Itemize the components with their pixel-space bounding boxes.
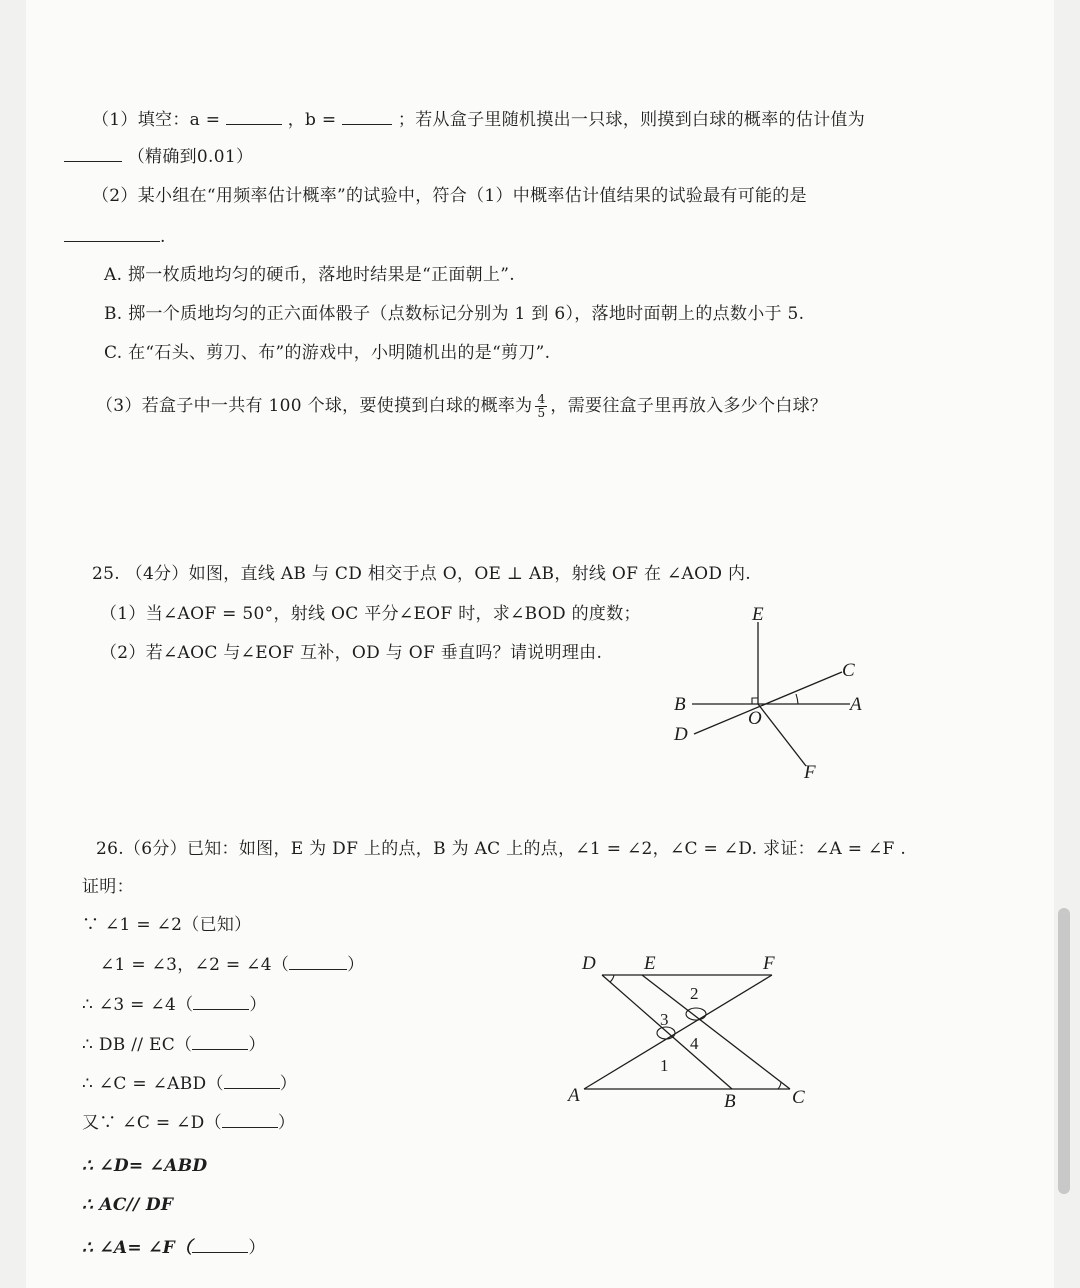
q24-part3-line xyxy=(96,393,827,420)
q26-title: 26.（6分）已知：如图，E 为 DF 上的点，B 为 AC 上的点，∠1 = ∠2，∠C = ∠D. 求证：∠A = ∠F . xyxy=(96,839,907,859)
proof-step-5 xyxy=(82,1072,297,1095)
q24-part2-end: . xyxy=(160,227,166,247)
proof-step-4-text: ∴ DB // EC（ xyxy=(82,1035,193,1055)
q24-option-a: A. 掷一枚质地均匀的硬币，落地时结果是“正面朝上”. xyxy=(104,265,515,285)
vertical-scrollbar[interactable] xyxy=(1058,908,1070,1194)
answer-blank-a[interactable] xyxy=(226,108,282,125)
proof-step-3 xyxy=(82,993,267,1016)
proof-step-2-text: ∠1 = ∠3，∠2 = ∠4（ xyxy=(100,955,290,975)
point-label-d: D xyxy=(674,724,688,745)
point-label-e: E xyxy=(752,604,764,625)
q24-part3-question: ，需要往盒子里再放入多少个白球？ xyxy=(550,396,828,416)
point-label-d: D xyxy=(582,953,596,974)
proof-step-2 xyxy=(100,953,364,976)
proof-step-6-text: 又∵ ∠C = ∠D（ xyxy=(82,1113,222,1133)
point-label-o: O xyxy=(748,708,762,729)
fraction-numerator: 4 xyxy=(537,392,546,406)
proof-step-3-text: ∴ ∠3 = ∠4（ xyxy=(82,995,194,1015)
angle-arc-c xyxy=(778,1082,781,1089)
q24-option-b: B. 掷一个质地均匀的正六面体骰子（点数标记分别为 1 到 6），落地时面朝上的点数小于 5. xyxy=(104,304,805,324)
point-label-c: C xyxy=(792,1087,805,1108)
q24-part1-precision: （精确到0.01） xyxy=(127,147,254,167)
segment-af xyxy=(584,975,772,1089)
q25-part2: （2）若∠AOC 与∠EOF 互补，OD 与 OF 垂直吗？请说明理由. xyxy=(100,643,603,663)
q25-title: 25. （4分）如图，直线 AB 与 CD 相交于点 O，OE ⊥ AB，射线 OF 在 ∠AOD 内. xyxy=(92,564,751,584)
reason-blank-2[interactable] xyxy=(193,993,249,1010)
point-label-a: A xyxy=(568,1085,580,1106)
q24-part2-text: （2）某小组在“用频率估计概率”的试验中，符合（1）中概率估计值结果的试验最有可能的是 xyxy=(92,186,807,206)
right-angle-mark xyxy=(752,698,758,704)
angle-label-3: 3 xyxy=(660,1010,669,1029)
proof-step-5-text: ∴ ∠C = ∠ABD（ xyxy=(82,1074,224,1094)
proof-step-8: ∴ AC// DF xyxy=(82,1195,174,1215)
q24-part2-answer-line xyxy=(64,225,166,248)
proof-step-5-close: ） xyxy=(279,1074,298,1094)
proof-step-6 xyxy=(82,1111,295,1134)
q25-figure xyxy=(660,600,880,790)
q24-part1-b-label: ，b = xyxy=(287,110,337,130)
point-label-b: B xyxy=(724,1091,736,1112)
q24-part3-text: （3）若盒子中一共有 100 个球，要使摸到白球的概率为 xyxy=(96,396,533,416)
q24-part1-line xyxy=(92,108,865,131)
proof-step-3-close: ） xyxy=(249,995,267,1015)
angle-arc-2-4 xyxy=(686,1008,706,1020)
reason-blank-6[interactable] xyxy=(192,1236,248,1253)
angle-arc-d xyxy=(610,975,614,982)
q26-figure xyxy=(560,945,820,1115)
proof-label: 证明： xyxy=(82,877,134,897)
q24-part1-a-label: （1）填空：a = xyxy=(92,110,221,130)
q24-option-c: C. 在“石头、剪刀、布”的游戏中，小明随机出的是“剪刀”. xyxy=(104,343,551,363)
angle-label-4: 4 xyxy=(690,1034,699,1053)
point-label-f: F xyxy=(763,953,775,974)
fraction-denominator: 5 xyxy=(537,406,546,420)
reason-blank-3[interactable] xyxy=(192,1033,248,1050)
answer-blank-probability[interactable] xyxy=(64,145,122,162)
angle-label-1: 1 xyxy=(660,1056,669,1075)
answer-blank-b[interactable] xyxy=(342,108,392,125)
fraction-four-fifths xyxy=(535,393,547,420)
q24-part1-question: ；若从盒子里随机摸出一只球，则摸到白球的概率的估计值为 xyxy=(397,110,866,130)
point-label-a: A xyxy=(850,694,862,715)
point-label-e: E xyxy=(644,953,656,974)
proof-step-6-close: ） xyxy=(277,1113,296,1133)
proof-step-4-close: ） xyxy=(248,1035,266,1055)
reason-blank-4[interactable] xyxy=(224,1072,280,1089)
line-cd xyxy=(694,672,842,734)
proof-step-4 xyxy=(82,1033,266,1056)
point-label-f: F xyxy=(804,762,816,783)
proof-step-1: ∵ ∠1 = ∠2（已知） xyxy=(82,915,252,935)
proof-step-9-text: ∴ ∠A= ∠F（ xyxy=(82,1238,193,1258)
proof-step-2-close: ） xyxy=(347,955,365,975)
point-label-c: C xyxy=(842,660,855,681)
proof-step-9 xyxy=(82,1236,266,1259)
proof-step-9-close: ） xyxy=(248,1238,266,1258)
point-label-b: B xyxy=(674,694,686,715)
reason-blank-1[interactable] xyxy=(289,953,347,970)
reason-blank-5[interactable] xyxy=(222,1111,278,1128)
proof-step-7: ∴ ∠D= ∠ABD xyxy=(82,1156,208,1176)
q24-part1-line2 xyxy=(64,145,253,168)
answer-blank-part2[interactable] xyxy=(64,225,160,242)
q25-part1: （1）当∠AOF = 50°，射线 OC 平分∠EOF 时，求∠BOD 的度数； xyxy=(100,604,641,624)
ray-of xyxy=(758,704,806,766)
angle-arc-aoc xyxy=(796,694,798,704)
angle-label-2: 2 xyxy=(690,984,699,1003)
